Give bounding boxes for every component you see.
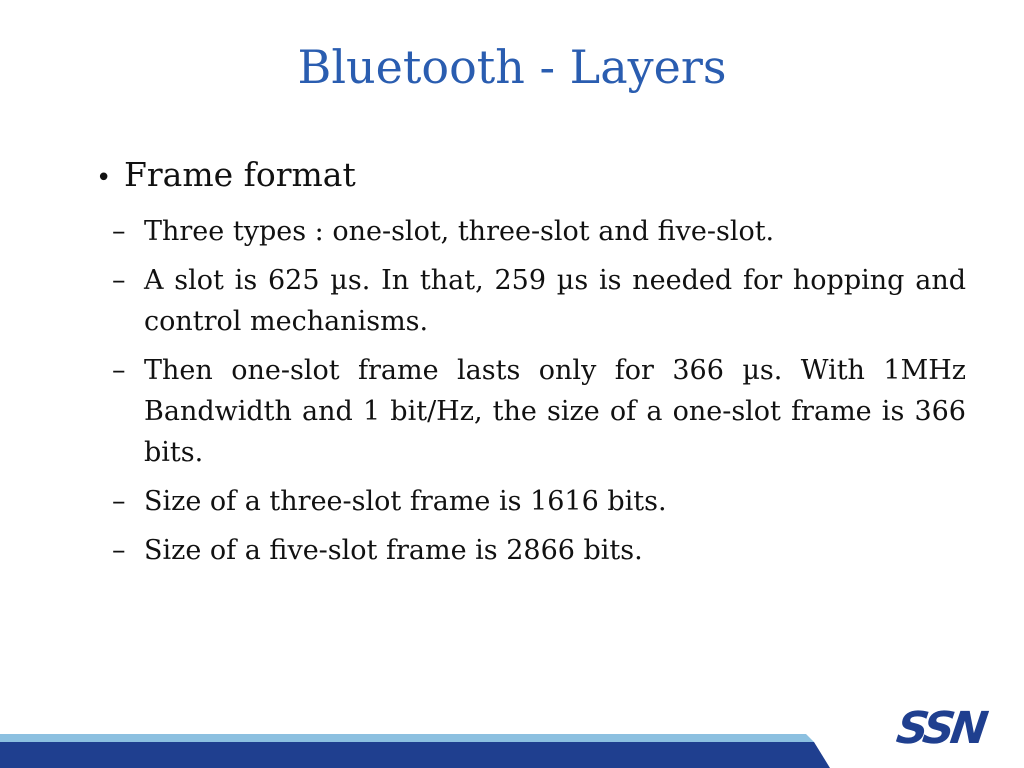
sub-bullet-item — [112, 211, 966, 252]
sub-bullet-item — [112, 481, 966, 522]
sub-bullet-text: Three types : one-slot, three-slot and five-slot. — [144, 216, 775, 247]
sub-bullet-marker: – — [112, 486, 126, 517]
bullet-text: Frame format — [124, 155, 356, 194]
sub-bullet-item — [112, 350, 966, 473]
sub-bullet-text: Size of a five-slot frame is 2866 bits. — [144, 535, 643, 566]
slide-title: Bluetooth - Layers — [297, 40, 727, 94]
sub-bullet-list — [96, 211, 966, 571]
bullet-marker: • — [96, 163, 112, 193]
sub-bullet-item — [112, 260, 966, 342]
sub-bullet-text: Size of a three-slot frame is 1616 bits. — [144, 486, 667, 517]
footer-bar — [0, 732, 1024, 768]
sub-bullet-marker: – — [112, 535, 126, 566]
ssn-logo: SSN — [893, 703, 988, 754]
footer-stripe-dark — [0, 742, 830, 768]
sub-bullet-marker: – — [112, 216, 126, 247]
sub-bullet-text: A slot is 625 µs. In that, 259 µs is needed for hopping and control mechanisms. — [144, 265, 966, 337]
sub-bullet-item — [112, 530, 966, 571]
sub-bullet-text: Then one-slot frame lasts only for 366 µs. With 1MHz Bandwidth and 1 bit/Hz, the size of a one-slot frame is 366 bits. — [144, 355, 966, 468]
footer-stripe-light — [0, 734, 814, 742]
bullet-frame-format — [96, 150, 966, 203]
sub-bullet-marker: – — [112, 265, 126, 296]
sub-bullet-marker: – — [112, 355, 126, 386]
slide-content — [96, 150, 966, 579]
